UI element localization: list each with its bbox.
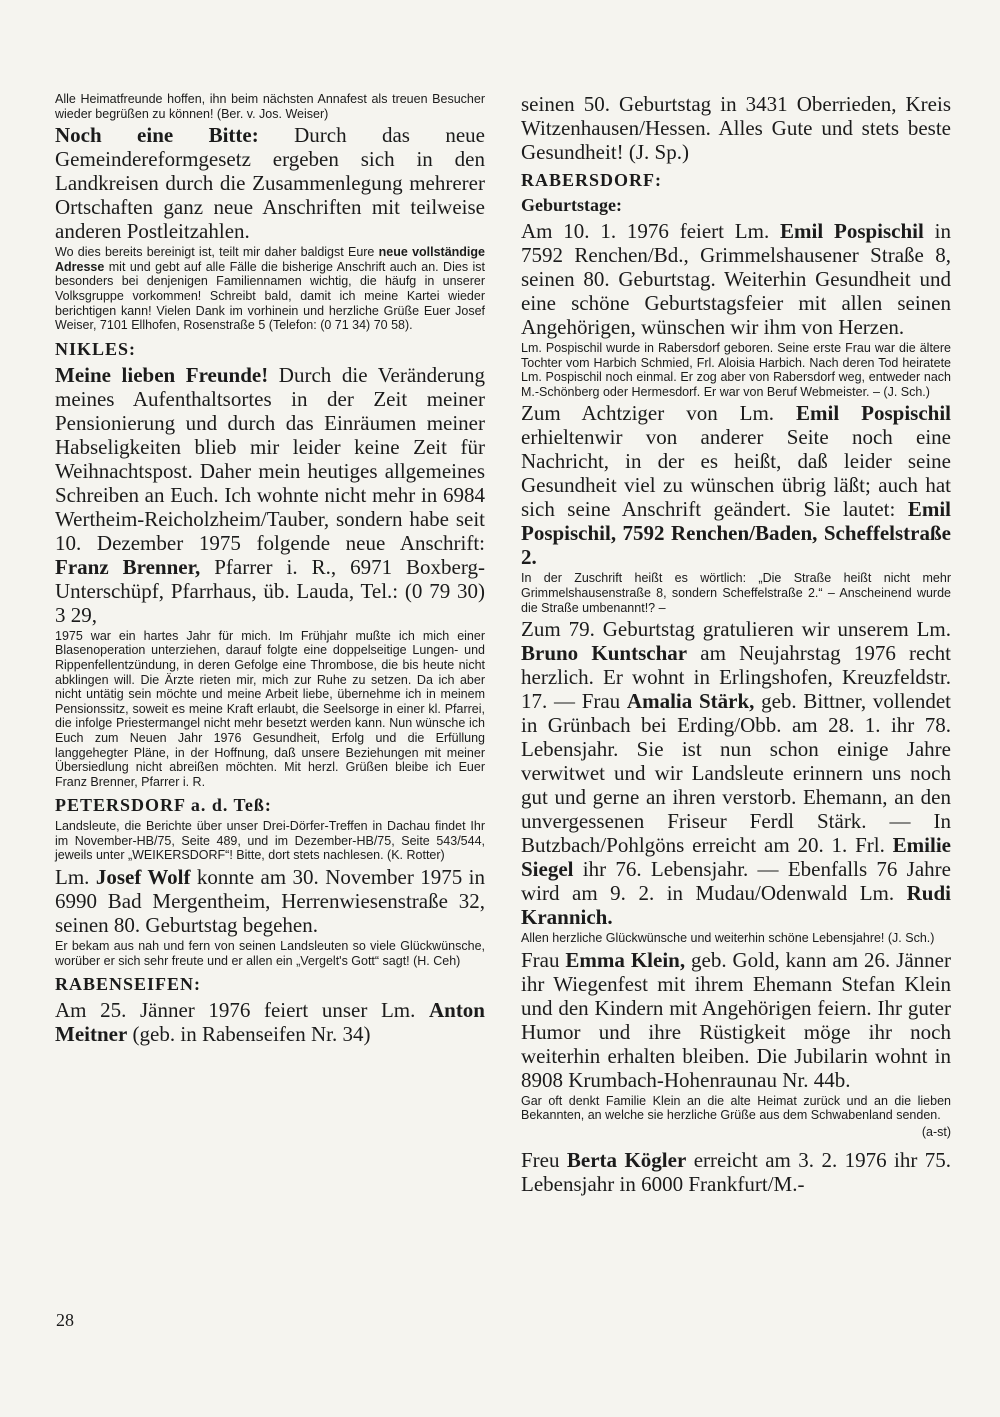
bold-name: Berta Kögler [566,1147,687,1172]
paragraph-text: Durch die Veränderung meines Aufenthaltsortes in der Zeit meiner Pensionierung und durch das Einräumen meiner Habseligkeiten blieb mir leider keine Zeit für Weihnachtspost. Daher mein heutiges allgemeines Schreiben an Euch. Ich wohnte nicht mehr in 6984 Wertheim-Reicholzheim/Tauber, sondern habe seit 10. Dezember 1975 folgende neue Anschrift: [55,362,485,555]
paragraph-adresse [55,245,485,333]
paragraph-text: konnte am 30. November 1975 in 6990 Bad Mergentheim, Herrenwiesenstraße 32, seinen 80. Geburtstag begehen. [55,865,485,938]
paragraph-text: Am 25. Jänner 1976 feiert unser Lm. [55,998,429,1023]
paragraph-glueckwuensche: Er bekam aus nah und fern von seinen Landsleuten so viele Glückwünsche, worüber er sich sehr freute und er allen ein „Vergelt's Gott“ sagt! (H. Ceh) [55,939,485,968]
right-column [521,92,951,1198]
paragraph-text: geb. Gold, kann am 26. Jänner ihr Wiegenfest mit ihrem Ehemann Stefan Klein und den Kindern mit Angehörigen feiern. Ihr guter Humor und ihre Rüstigkeit möge ihr noch weiterhin erhalten bleiben. Die Jubilarin wohnt in 8908 Krumbach-Hohenraunau Nr. 44b. [521,947,951,1092]
bold-name: Bruno Kuntschar [521,641,688,666]
paragraph-noch-eine-bitte [55,123,485,243]
bold-name: Franz Brenner, [55,554,201,579]
section-heading-nikles: NIKLES: [55,338,137,359]
bold-lead: Meine lieben Freunde! [55,362,269,387]
bold-address: Emil Pospischil, 7592 Renchen/Baden, Scheffelstraße 2. [521,497,951,570]
paragraph-zuschrift: In der Zuschrift heißt es wörtlich: „Die Straße heißt nicht mehr Grimmelshausenstraße 8, sondern Scheffelstraße 2.“ – Anscheinend wurde die Straße umbenannt!? – [521,571,951,615]
section-heading-rabersdorf: RABERSDORF: [521,170,663,190]
bold-name: Emil Pospischil [796,401,951,426]
paragraph-anton-meitner [55,998,485,1046]
bold-name: Emilie Siegel [521,833,951,882]
bold-name: Emma Klein, [565,947,686,972]
paragraph-emma-klein [521,948,951,1092]
paragraph-emil-pospischil [521,219,951,339]
signature-a-st: (a-st) [921,1124,951,1139]
section-heading-petersdorf: PETERSDORF a. d. Teß: [55,795,272,816]
paragraph-meine-lieben-freunde [55,363,485,627]
bold-name: Josef Wolf [95,865,191,890]
bold-text: neue vollständige Adresse [55,245,485,274]
paragraph-achtziger [521,401,951,569]
bold-name: Anton Meitner [55,998,485,1047]
paragraph-text: Frau [521,947,566,972]
paragraph-zum-79-geburtstag [521,617,951,929]
subheading-geburtstage: Geburtstage: [521,195,622,215]
bold-name: Amalia Stärk, [626,689,755,714]
paragraph-familie-klein: Gar oft denkt Familie Klein an die alte Heimat zurück und an die lieben Bekannten, an welche sie herzliche Grüße aus dem Schwabenland senden. [521,1093,951,1123]
paragraph-text: am Neujahrstag 1976 recht herzlich. Er wohnt in Erlingshofen, Kreuzfeldstr. 17. — Frau [521,641,951,714]
paragraph-hartes-jahr: 1975 war ein hartes Jahr für mich. Im Frühjahr mußte ich mich einer Blasenoperation unterziehen, darauf folgte eine doppelseitige Lungen- und Rippenfellentzündung, in deren Gefolge eine Thrombose, die bis heute nicht abklingen will. Die Ärzte rieten mir, mich zur Ruhe zu setzen. Da ich aber nicht untätig sein möchte und meine Arbeit liebe, übernehme ich in meinem Pensionssitz, soweit es meine Kraft erlaubt, die Seelsorge in einer kl. Pfarrei, die infolge Priestermangel nicht mehr besetzt werden kann. Nun wünsche ich Euch zum Neuen Jahr 1976 Gesundheit, Erfolg und die Erfüllung langgehegter Pläne, in der Hoffnung, daß unsere Beziehungen mit meiner Übersiedlung nicht abreißen möchten. Mit herzl. Grüßen bleibe ich Euer Franz Brenner, Pfarrer i. R. [55,628,485,789]
paragraph-text: erhieltenwir von anderer Seite noch eine Nachricht, in der es heißt, daß leider seine Gesundheit viel zu wünschen übrig läßt; auch hat sich seine Anschrift geändert. Sie lautet: [521,425,951,522]
paragraph-text: Freu [521,1147,567,1172]
paragraph-text: mit und gebt auf alle Fälle die bisherige Anschrift auch an. Dies ist besonders bei denjenigen Familiennamen wichtig, die häufg in unserer Volksgruppe vorkommen! Schreibt bald, damit ich meine Kartei wieder berichtigen kann! Vielen Dank im vorhinein und herzliche Grüße Euer Josef Weiser, 7101 Ellhofen, Rosenstraße 5 (Telefon: (0 71 34) 70 58). [55,259,485,333]
paragraph-josef-wolf [55,865,485,937]
paragraph-text: erreicht am 3. 2. 1976 ihr 75. Lebensjahr in 6000 Frankfurt/M.- [521,1147,951,1196]
paragraph-allen-glueckwuensche: Allen herzliche Glückwünsche und weiterhin schöne Lebensjahre! (J. Sch.) [521,931,935,946]
paragraph-text: Zum Achtziger von Lm. [521,401,797,426]
page-number: 28 [56,1310,74,1330]
bold-name: Rudi Krannich. [521,881,951,930]
paragraph-text: Zum 79. Geburtstag gratulieren wir unserem Lm. [521,617,951,642]
paragraph-text: Wo dies bereits bereinigt ist, teilt mir daher baldigst Eure [55,245,379,260]
paragraph-text: Lm. [55,865,96,890]
paragraph-text: Pfarrer i. R., 6971 Boxberg-Unterschüpf, Pfarrhaus, üb. Lauda, Tel.: (0 79 30) 3 29, [55,554,485,627]
paragraph-berta-koegler [521,1148,951,1196]
bold-lead: Noch eine Bitte: [55,123,259,148]
paragraph-annafest: Alle Heimatfreunde hoffen, ihn beim nächsten Annafest als treuen Besucher wieder begrüßen zu können! (Ber. v. Jos. Weiser) [55,92,485,121]
section-heading-rabenseifen: RABENSEIFEN: [55,974,202,995]
paragraph-text: in 7592 Renchen/Bd., Grimmelshausener Straße 8, seinen 80. Geburtstag. Weiterhin Gesundheit und eine schöne Geburtstagsfeier mit allen seinen Angehörigen, wünschen wir ihm von Herzen. [521,219,951,339]
paragraph-text: Durch das neue Gemeindereformgesetz ergeben sich in den Landkreisen durch die Zusammenlegung mehrerer Ortschaften ganz neue Anschriften mit teilweise anderen Postleitzahlen. [55,123,485,244]
bold-name: Emil Pospischil [780,219,924,243]
left-column [55,92,485,1048]
paragraph-text: (geb. in Rabenseifen Nr. 34) [127,1022,371,1047]
paragraph-oberrieden: seinen 50. Geburtstag in 3431 Oberrieden, Kreis Witzenhausen/Hessen. Alles Gute und stets beste Gesundheit! (J. Sp.) [521,92,951,164]
paragraph-text: geb. Bittner, vollendet in Grünbach bei Erding/Obb. am 28. 1. ihr 78. Lebensjahr. Sie ist nun schon einige Jahre verwitwet und wir Landsleute erinnern uns noch gut und gerne an ihren verstorb. Ehemann, an den unvergessenen Friseur Ferdl Stärk. — In Butzbach/Pohlgöns erreicht am 20. 1. Frl. [521,689,952,858]
paragraph-drei-doerfer-treffen: Landsleute, die Berichte über unser Drei-Dörfer-Treffen in Dachau findet Ihr im November-HB/75, Seite 489, und im Dezember-HB/75, Seite 543/544, jeweils unter „WEIKERSDORF“! Bitte, dort stets nachlesen. (K. Rotter) [55,819,485,863]
paragraph-pospischil-history: Lm. Pospischil wurde in Rabersdorf geboren. Seine erste Frau war die ältere Tochter vom Harbich Schmied, Frl. Aloisia Harbich. Nach deren Tod heiratete Lm. Pospischil noch einmal. Er zog aber von Rabersdorf weg, entweder nach M.-Schönberg oder Hermesdorf. Er war von Beruf Webmeister. – (J. Sch.) [521,341,951,399]
paragraph-text: Am 10. 1. 1976 feiert Lm. [521,219,781,243]
paragraph-text: ihr 76. Lebensjahr. — Ebenfalls 76 Jahre wird am 9. 2. in Mudau/Odenwald Lm. [521,857,951,906]
